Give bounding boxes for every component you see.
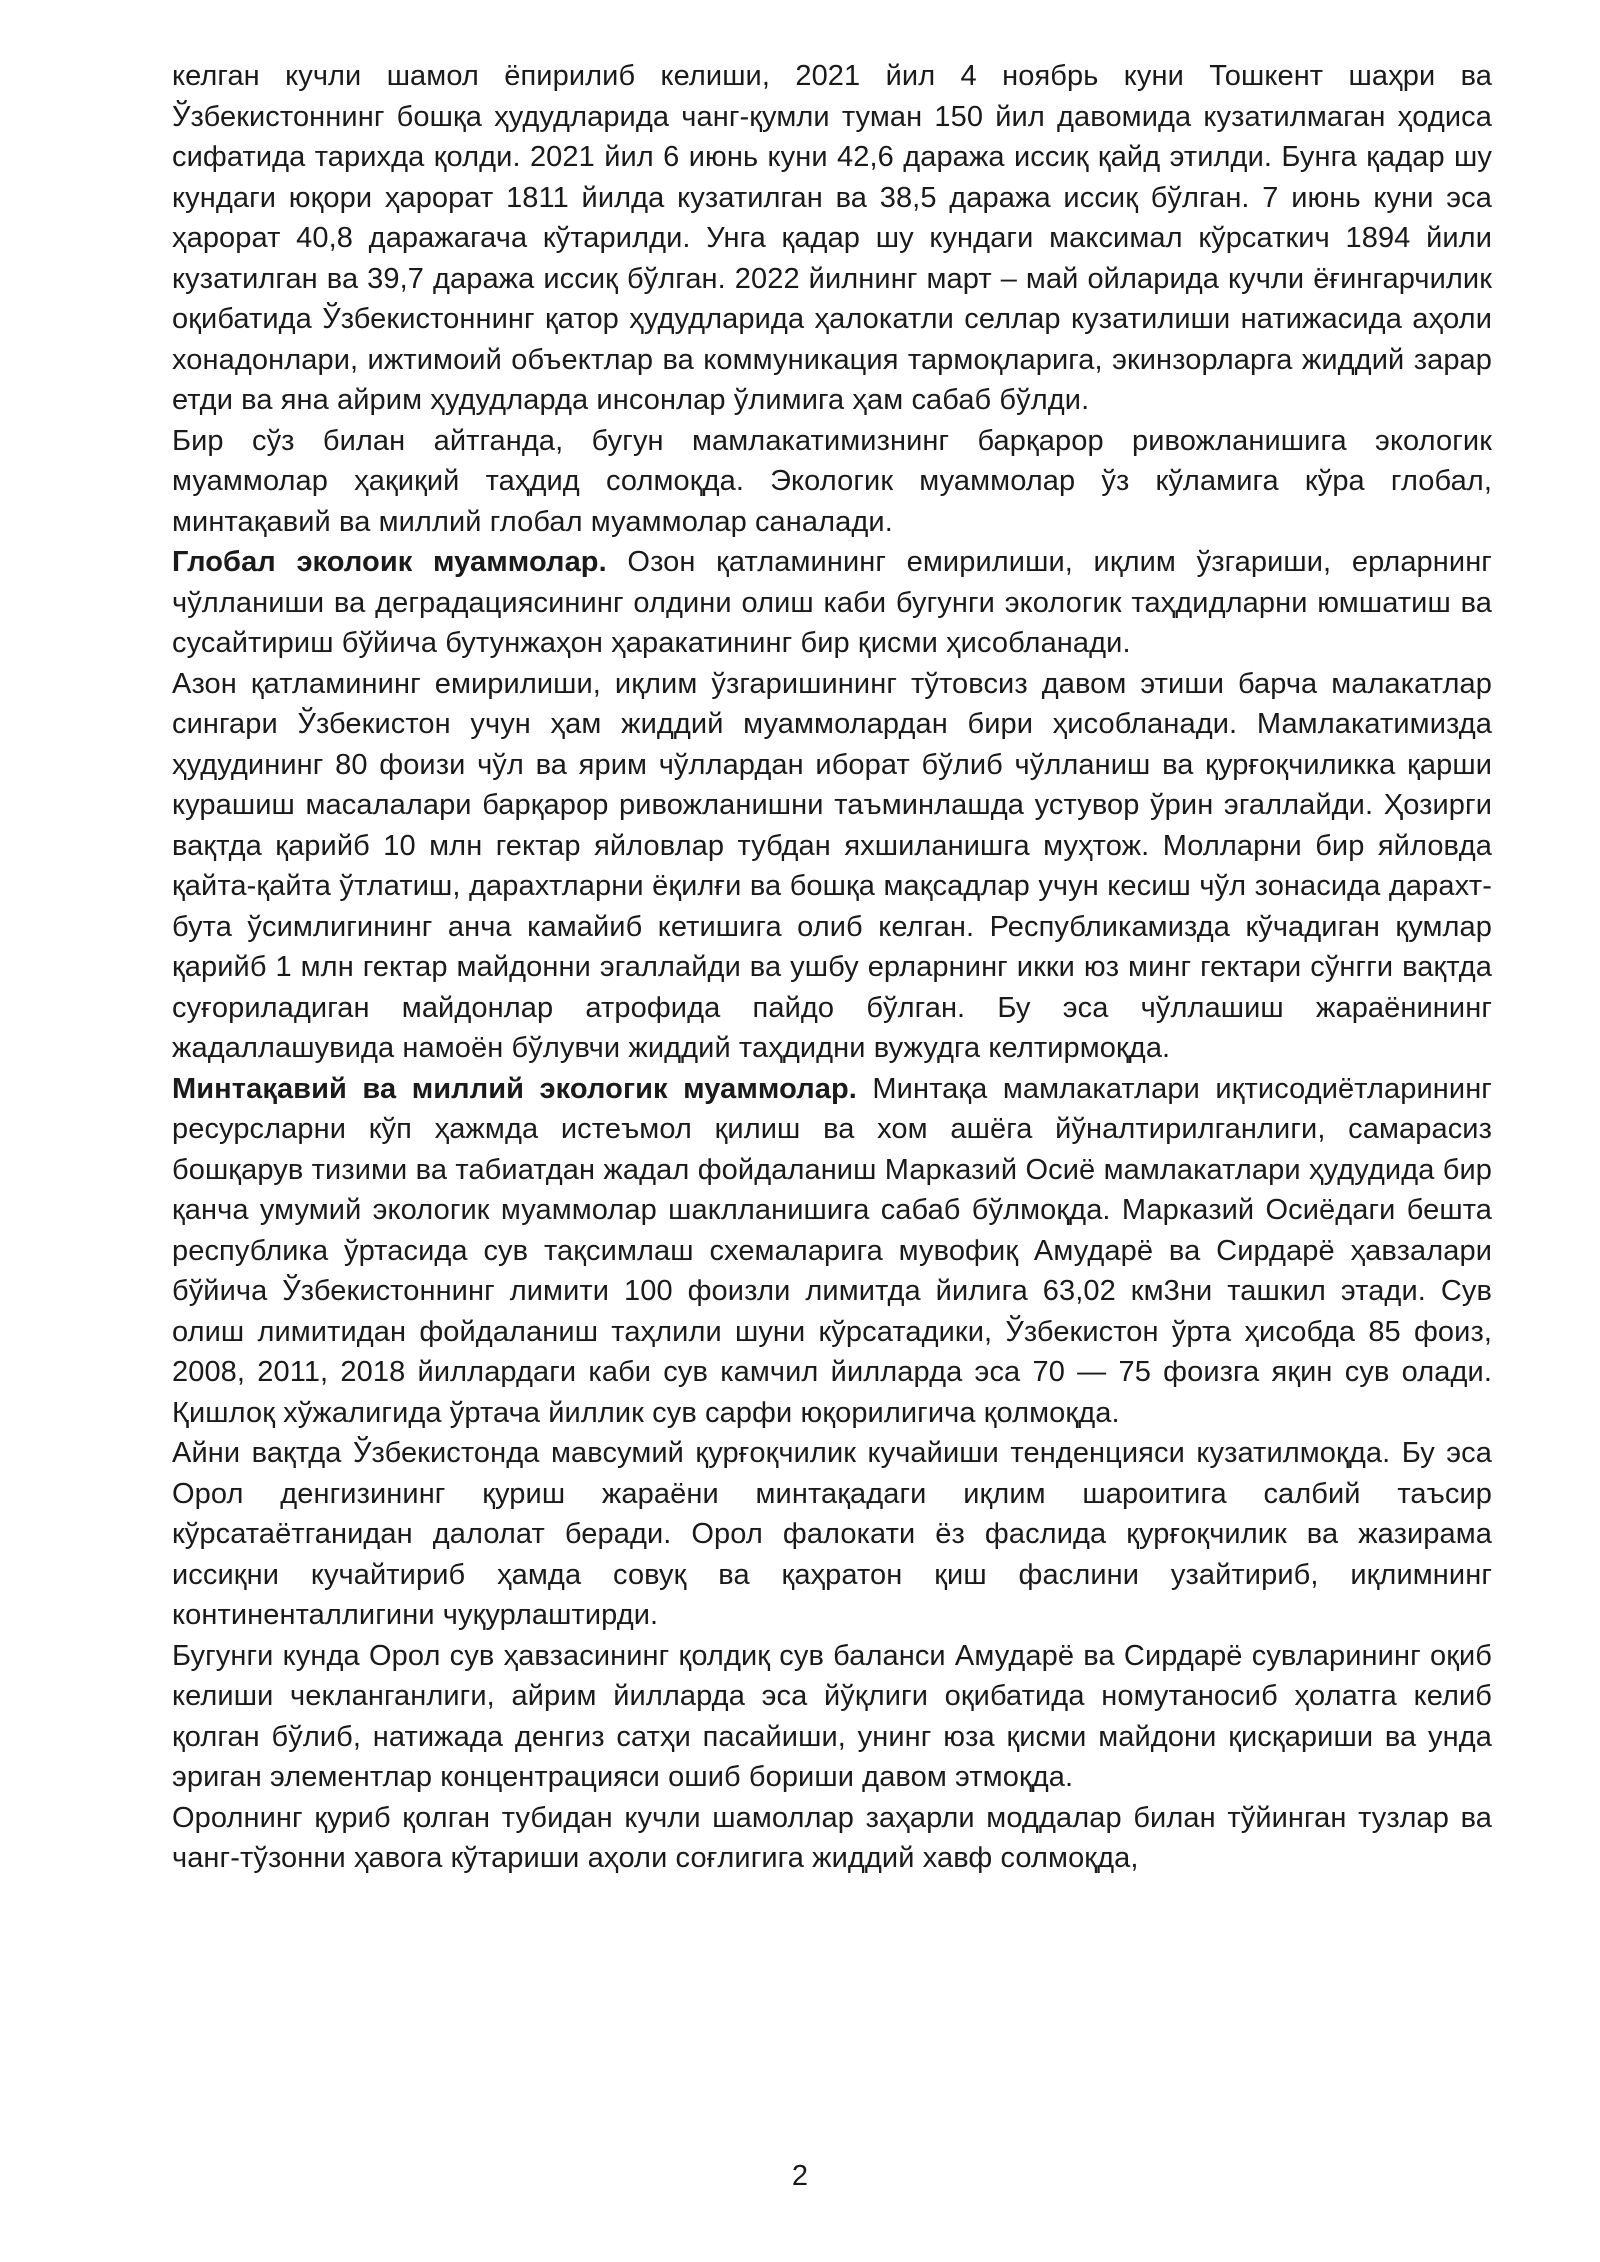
paragraph-heading: Минтақавий ва миллий экологик муаммолар. bbox=[172, 1072, 857, 1105]
paragraph bbox=[172, 56, 1492, 421]
paragraph-text: Бугунги кунда Орол сув ҳавзасининг қолдиқ сув баланси Амударё ва Сирдарё сувларининг оқиб келиши чекланганлиги, айрим йилларда эса йўқлиги оқибатида номутаносиб ҳолатга келиб қолган бўлиб, натижада денгиз сатҳи пасайиши, унинг юза қисми майдони қисқариши ва унда эриган элементлар концентрацияси ошиб бориши давом этмоқда. bbox=[172, 1639, 1492, 1793]
paragraph bbox=[172, 1069, 1492, 1434]
document-body bbox=[172, 56, 1492, 1879]
paragraph-text: Озон қатламининг емирилиши, иқлим ўзгариши, ерларнинг чўлланиши ва деградациясининг олдини олиш каби бугунги экологик таҳдидларни юмшатиш ва сусайтириш бўйича бутунжаҳон ҳаракатининг бир қисми ҳисобланади. bbox=[172, 546, 1492, 659]
paragraph-text: Оролнинг қуриб қолган тубидан кучли шамоллар заҳарли моддалар билан тўйинган тузлар ва чанг-тўзонни ҳавога кўтариши аҳоли соғлигига жиддий хавф солмоқда, bbox=[172, 1801, 1492, 1874]
paragraph bbox=[172, 421, 1492, 543]
paragraph-text: Азон қатламининг емирилиши, иқлим ўзгаришининг тўтовсиз давом этиши барча малакатлар сингари Ўзбекистон учун ҳам жиддий муаммолардан бири ҳисобланади. Мамлакатимизда ҳудудининг 80 фоизи чўл ва ярим чўллардан иборат бўлиб чўлланиш ва қурғоқчиликка қарши курашиш масалалари барқарор ривожланишни таъминлашда устувор ўрин эгаллайди. Ҳозирги вақтда қарийб 10 млн гектар яйловлар тубдан яхшиланишга муҳтож. Молларни бир яйловда қайта-қайта ўтлатиш, дарахтларни ёқилғи ва бошқа мақсадлар учун кесиш чўл зонасида дарахт-бута ўсимлигининг анча камайиб кетишига олиб келган. Республикамизда кўчадиган қумлар қарийб 1 млн гектар майдонни эгаллайди ва ушбу ерларнинг икки юз минг гектари сўнгги вақтда суғориладиган майдонлар атрофида пайдо бўлган. Бу эса чўллашиш жараёнининг жадаллашувида намоён бўлувчи жиддий таҳдидни вужудга келтирмоқда. bbox=[172, 667, 1492, 1064]
paragraph-text: Бир сўз билан айтганда, бугун мамлакатимизнинг барқарор ривожланишига экологик муаммолар ҳақиқий таҳдид солмоқда. Экологик муаммолар ўз кўламига кўра глобал, минтақавий ва миллий глобал муаммолар саналади. bbox=[172, 424, 1492, 538]
paragraph-heading: Глобал эколоик муаммолар. bbox=[172, 546, 607, 578]
paragraph-text: келган кучли шамол ёпирилиб келиши, 2021 йил 4 ноябрь куни Тошкент шаҳри ва Ўзбекистоннинг бошқа ҳудудларида чанг-қумли туман 150 йил давомида кузатилмаган ҳодиса сифатида тарихда қолди. 2021 йил 6 июнь куни 42,6 даража иссиқ қайд этилди. Бунга қадар шу кундаги юқори ҳарорат 1811 йилда кузатилган ва 38,5 даража иссиқ бўлган. 7 июнь куни эса ҳарорат 40,8 даражагача кўтарилди. Унга қадар шу кундаги максимал кўрсаткич 1894 йили кузатилган ва 39,7 даража иссиқ бўлган. 2022 йилнинг март – май ойларида кучли ёғингарчилик оқибатида Ўзбекистоннинг қатор ҳудудларида ҳалокатли селлар кузатилиши натижасида аҳоли хонадонлари, ижтимоий объектлар ва коммуникация тармоқларига, экинзорларга жиддий зарар етди ва яна айрим ҳудудларда инсонлар ўлимига ҳам сабаб бўлди. bbox=[172, 60, 1492, 416]
paragraph bbox=[172, 1636, 1492, 1798]
paragraph bbox=[172, 1798, 1492, 1879]
page-number: 2 bbox=[791, 2160, 809, 2192]
paragraph bbox=[172, 664, 1492, 1069]
paragraph bbox=[172, 542, 1492, 664]
paragraph bbox=[172, 1433, 1492, 1636]
paragraph-text: Минтақа мамлакатлари иқтисодиётларининг ресурсларни кўп ҳажмда истеъмол қилиш ва хом ашёга йўналтирилганлиги, самарасиз бошқарув тизими ва табиатдан жадал фойдаланиш Марказий Осиё мамлакатлари ҳудудида бир қанча умумий экологик муаммолар шаклланишига сабаб бўлмоқда. Марказий Осиёдаги бешта республика ўртасида сув тақсимлаш схемаларига мувофиқ Амударё ва Сирдарё ҳавзалари бўйича Ўзбекистоннинг лимити 100 фоизли лимитда йилига 63,02 км3ни ташкил этади. Сув олиш лимитидан фойдаланиш таҳлили шуни кўрсатадики, Ўзбекистон ўрта ҳисобда 85 фоиз, 2008, 2011, 2018 йиллардаги каби сув камчил йилларда эса 70 — 75 фоизга яқин сув олади. Қишлоқ хўжалигида ўртача йиллик сув сарфи юқорилигича қолмоқда. bbox=[172, 1072, 1492, 1429]
paragraph-text: Айни вақтда Ўзбекистонда мавсумий қурғоқчилик кучайиши тенденцияси кузатилмоқда. Бу эса Орол денгизининг қуриш жараёни минтақадаги иқлим шароитига салбий таъсир кўрсатаётганидан далолат беради. Орол фалокати ёз фаслида қурғоқчилик ва жазирама иссиқни кучайтириб ҳамда совуқ ва қаҳратон қиш фаслини узайтириб, иқлимнинг континенталлигини чуқурлаштирди. bbox=[172, 1437, 1492, 1631]
